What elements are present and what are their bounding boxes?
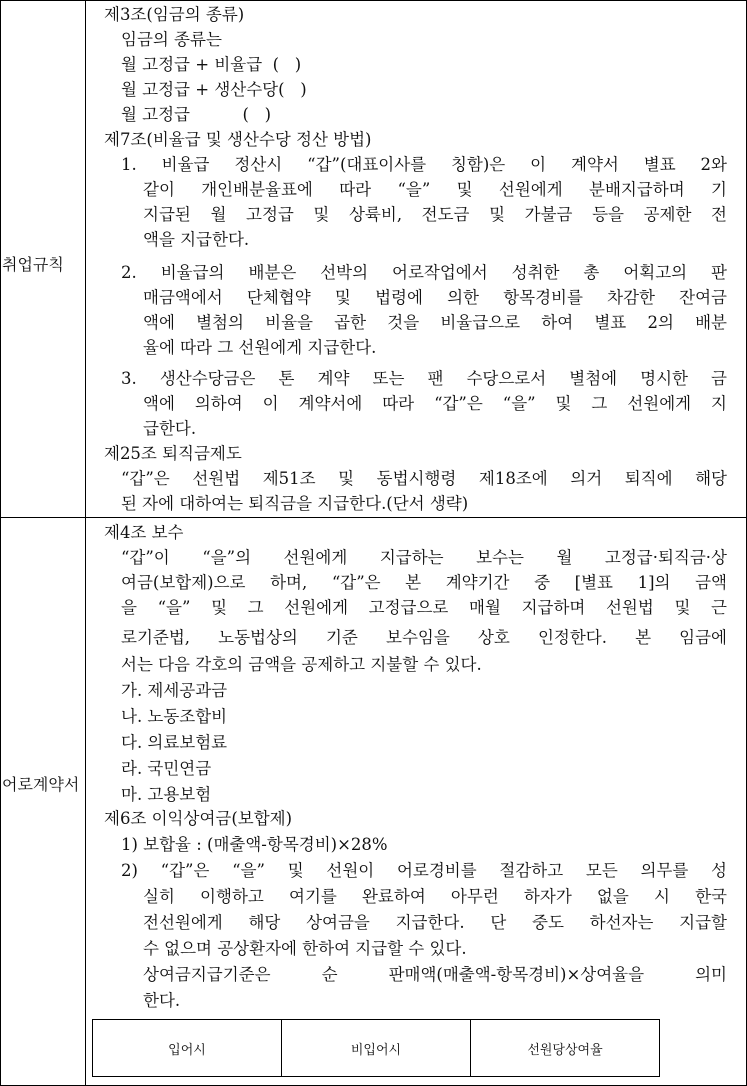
text-line: 2. 비율급의 배분은 선박의 어로작업에서 성취한 총 어획고의 판 (121, 263, 727, 282)
text-line: 로기준법, 노동법상의 기준 보수임을 상호 인정한다. 본 임금에 (121, 628, 727, 647)
list-item: 마. 고용보험 (121, 785, 212, 804)
text-line: 월 고정급 + 비율급 ( ) (121, 55, 302, 74)
text-line: 월 고정급 ( ) (121, 105, 272, 124)
text-line: 1) 보합율 : (매출액-항목경비)×28% (121, 835, 388, 854)
article-3-title: 제3조(임금의 종류) (104, 5, 245, 24)
table-cell-bonus-rate: 선원당상여율 (471, 1020, 660, 1077)
text-line: 여금(보합제)으로 하며, “갑”은 본 계약기간 중 [별표 1]의 금액 (121, 573, 727, 592)
text-line: “갑”이 “을”의 선원에게 지급하는 보수는 월 고정급·퇴직금·상 (121, 548, 727, 567)
text-line: 액을 지급한다. (143, 230, 250, 249)
list-item: 라. 국민연금 (121, 759, 212, 778)
article-7-title: 제7조(비율급 및 생산수당 정산 방법) (104, 130, 372, 149)
column-divider (85, 0, 86, 1086)
text-line: 을 “을” 및 그 선원에게 고정급으로 매월 지급하며 선원법 및 근 (121, 598, 727, 617)
text-line: 수 없으며 공상환자에 한하여 지급할 수 있다. (143, 939, 467, 958)
article-6-title: 제6조 이익상여금(보합제) (104, 809, 293, 828)
text-line: 액에 의하여 이 계약서에 따라 “갑”은 “을” 및 그 선원에게 지 (143, 394, 727, 413)
table-cell-fishing: 입어시 (93, 1020, 282, 1077)
text-line: 한다. (143, 991, 181, 1010)
text-line: 1. 비율급 정산시 “갑”(대표이사를 칭함)은 이 계약서 별표 2와 (121, 155, 727, 174)
table-cell-non-fishing: 비입어시 (282, 1020, 471, 1077)
text-line: “갑”은 선원법 제51조 및 동법시행령 제18조에 의거 퇴직에 해당 (121, 469, 727, 488)
text-line: 실히 이행하고 여기를 완료하여 아무런 하자가 없을 시 한국 (143, 887, 727, 906)
text-line: 지급된 월 고정급 및 상륙비, 전도금 및 가불금 등을 공제한 전 (143, 205, 727, 224)
text-line: 율에 따라 그 선원에게 지급한다. (143, 338, 377, 357)
article-25-title: 제25조 퇴직금제도 (104, 444, 242, 463)
list-item: 다. 의료보험료 (121, 733, 228, 752)
row-label-employment-rules: 취업규칙 (2, 255, 64, 274)
text-line: 같이 개인배분율표에 따라 “을” 및 선원에게 분배지급하며 기 (143, 180, 727, 199)
text-line: 급한다. (143, 419, 197, 438)
row-label-fishing-contract: 어로계약서 (2, 775, 80, 794)
text-line: 서는 다음 각호의 금액을 공제하고 지불할 수 있다. (121, 655, 482, 674)
row-divider (0, 517, 747, 518)
text-line: 월 고정급 + 생산수당( ) (121, 80, 307, 99)
text-line: 전선원에게 해당 상여금을 지급한다. 단 중도 하선자는 지급할 (143, 913, 727, 932)
article-4-title: 제4조 보수 (104, 523, 184, 542)
text-line: 임금의 종류는 (121, 30, 222, 49)
table-row (93, 1020, 660, 1077)
text-line: 매금액에서 단체협약 및 법령에 의한 항목경비를 차감한 잔여금 (143, 288, 727, 307)
list-item: 나. 노동조합비 (121, 707, 228, 726)
text-line: 된 자에 대하여는 퇴직금을 지급한다.(단서 생략) (121, 494, 469, 513)
text-line: 상여금지급기준은 순 판매액(매출액-항목경비)×상여율을 의미 (143, 965, 727, 984)
text-line: 액에 별첨의 비율을 곱한 것을 비율급으로 하여 별표 2의 배분 (143, 313, 727, 332)
list-item: 가. 제세공과금 (121, 681, 228, 700)
bonus-rate-table (92, 1019, 660, 1077)
text-line: 2) “갑”은 “을” 및 선원이 어로경비를 절감하고 모든 의무를 성 (121, 861, 727, 880)
text-line: 3. 생산수당금은 톤 계약 또는 팬 수당으로서 별첨에 명시한 금 (121, 369, 727, 388)
